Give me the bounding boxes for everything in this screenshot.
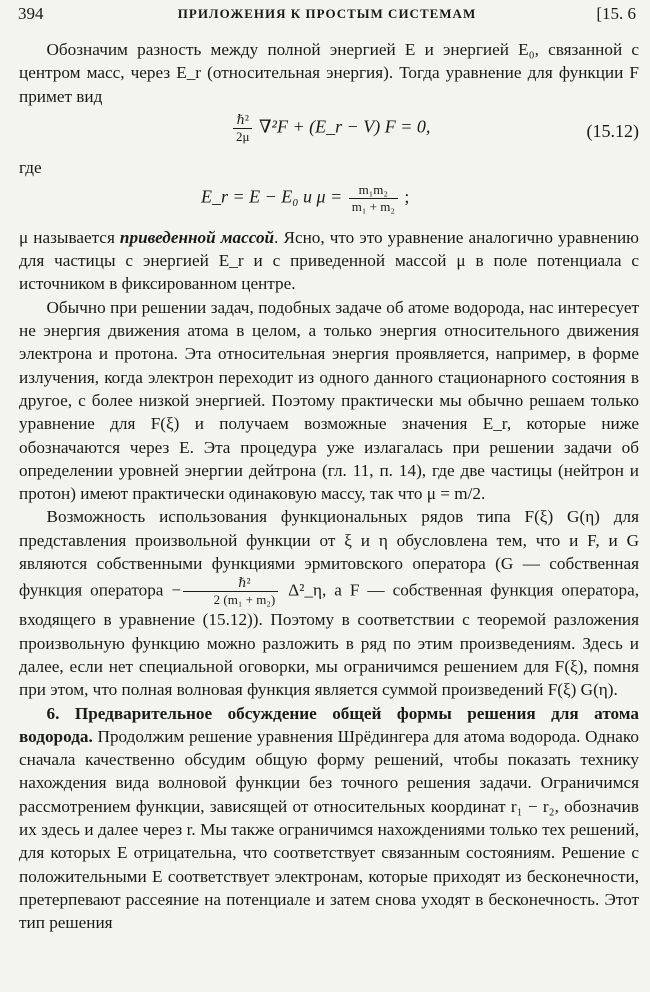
- equation-body: ∇²F + (E_r − V) F = 0,: [258, 116, 431, 137]
- equation-lhs: E_r = E − E₀ и μ =: [201, 186, 343, 207]
- equation-reduced-mass: E_r = E − E₀ и μ = $\frac{\text{m₁m₂}}{\text{m₁ + m₂}}$ ;: [201, 181, 410, 214]
- emphasized-term: приведенной массой: [119, 227, 275, 247]
- page-number: 394: [18, 4, 44, 23]
- running-title: ПРИЛОЖЕНИЯ К ПРОСТЫМ СИСТЕМАМ: [177, 6, 477, 21]
- equation-number: (15.12): [586, 120, 639, 141]
- reduced-mass-fraction: $\frac{\text{m₁m₂}}{\text{m₁ + m₂}}$: [349, 182, 398, 215]
- page-header: [18, 4, 636, 28]
- section-reference: [15. 6: [596, 4, 636, 23]
- section-heading: 6. Предварительное обсуждение общей формы решения для атома водорода.: [19, 703, 639, 746]
- operator-fraction: $\frac{\text{ℏ²}}{\text{2 (m₁ + m₂)}}$: [183, 575, 278, 608]
- page-body: [19, 38, 639, 935]
- paragraph-1: Обозначим разность между полной энергией E и энергией E₀, связанной с центром масс, через E_r (относительная энергия). Тогда уравнение для функции F примет вид: [19, 40, 639, 106]
- paragraph-4: Возможность использования функциональных рядов типа F(ξ) G(η) для представления произвольной функции от ξ и η обусловлена тем, что и F, и G являются собственными функциями эрмитовского оператора (G — собственная функция оператора − $\frac{\text{ℏ²}}{\text{2 (m₁ + m₂)}}$ Δ²_η, а F — собственная функция оператора, входящего в уравнение (15.12)). Поэтому в соответствии с теоремой разложения произвольную функцию можно разложить в ряд по этим произведениям. Здесь и далее, если нет специальной оговорки, мы ограничимся решением для F(ξ), помня при этом, что полная волновая функция является суммой произведений F(ξ) G(η).: [19, 507, 639, 700]
- paragraph-2: μ называется приведенной массой. Ясно, что это уравнение аналогично уравнению для частицы с энергией E_r и с приведенной массой μ в поле потенциала с источником в фиксированном центре.: [19, 227, 640, 294]
- where-word: где: [19, 157, 42, 177]
- equation-15-12: [19, 108, 639, 156]
- section-6-paragraph: 6. Предварительное обсуждение общей формы решения для атома водорода. Продолжим решение уравнения Шрёдингера для атома водорода. Однако сначала качественно обсудим общую форму решений, чтобы показать технику нахождения вида волновой функции без точного решения задачи. Ограничимся рассмотрением функции, зависящей от относительных координат r₁ − r₂, обозначив их здесь и далее через r. Мы также ограничимся нахождениями только тех решений, для которых E отрицательна, что соответствует связанным состояниям. Решение с положительными E соответствует электронам, которые приходят из бесконечности, претерпевают рассеяние на потенциале и затем снова уходят в бесконечность. Этот тип решения: [19, 703, 639, 933]
- equation-fraction: $\frac{\text{ℏ²}}{2\mu}$: [233, 112, 252, 145]
- paragraph-3: Обычно при решении задач, подобных задаче об атоме водорода, нас интересует не энергия движения атома в целом, а только энергия относительного движения электрона и протона. Эта относительная энергия проявляется, например, в форме излучения, когда электрон переходит из одного данного стационарного состояния в другое, с более низкой энергией. Поэтому практически мы обычно решаем только уравнение для F(ξ) и получаем возможные значения E_r, которые ниже обозначаются через E. Эта процедура уже излагалась при решении задачи об определении уровней энергии дейтрона (гл. 11, п. 14), где две частицы (нейтрон и протон) имеют практически одинаковую массу, так что μ = m/2.: [19, 297, 639, 504]
